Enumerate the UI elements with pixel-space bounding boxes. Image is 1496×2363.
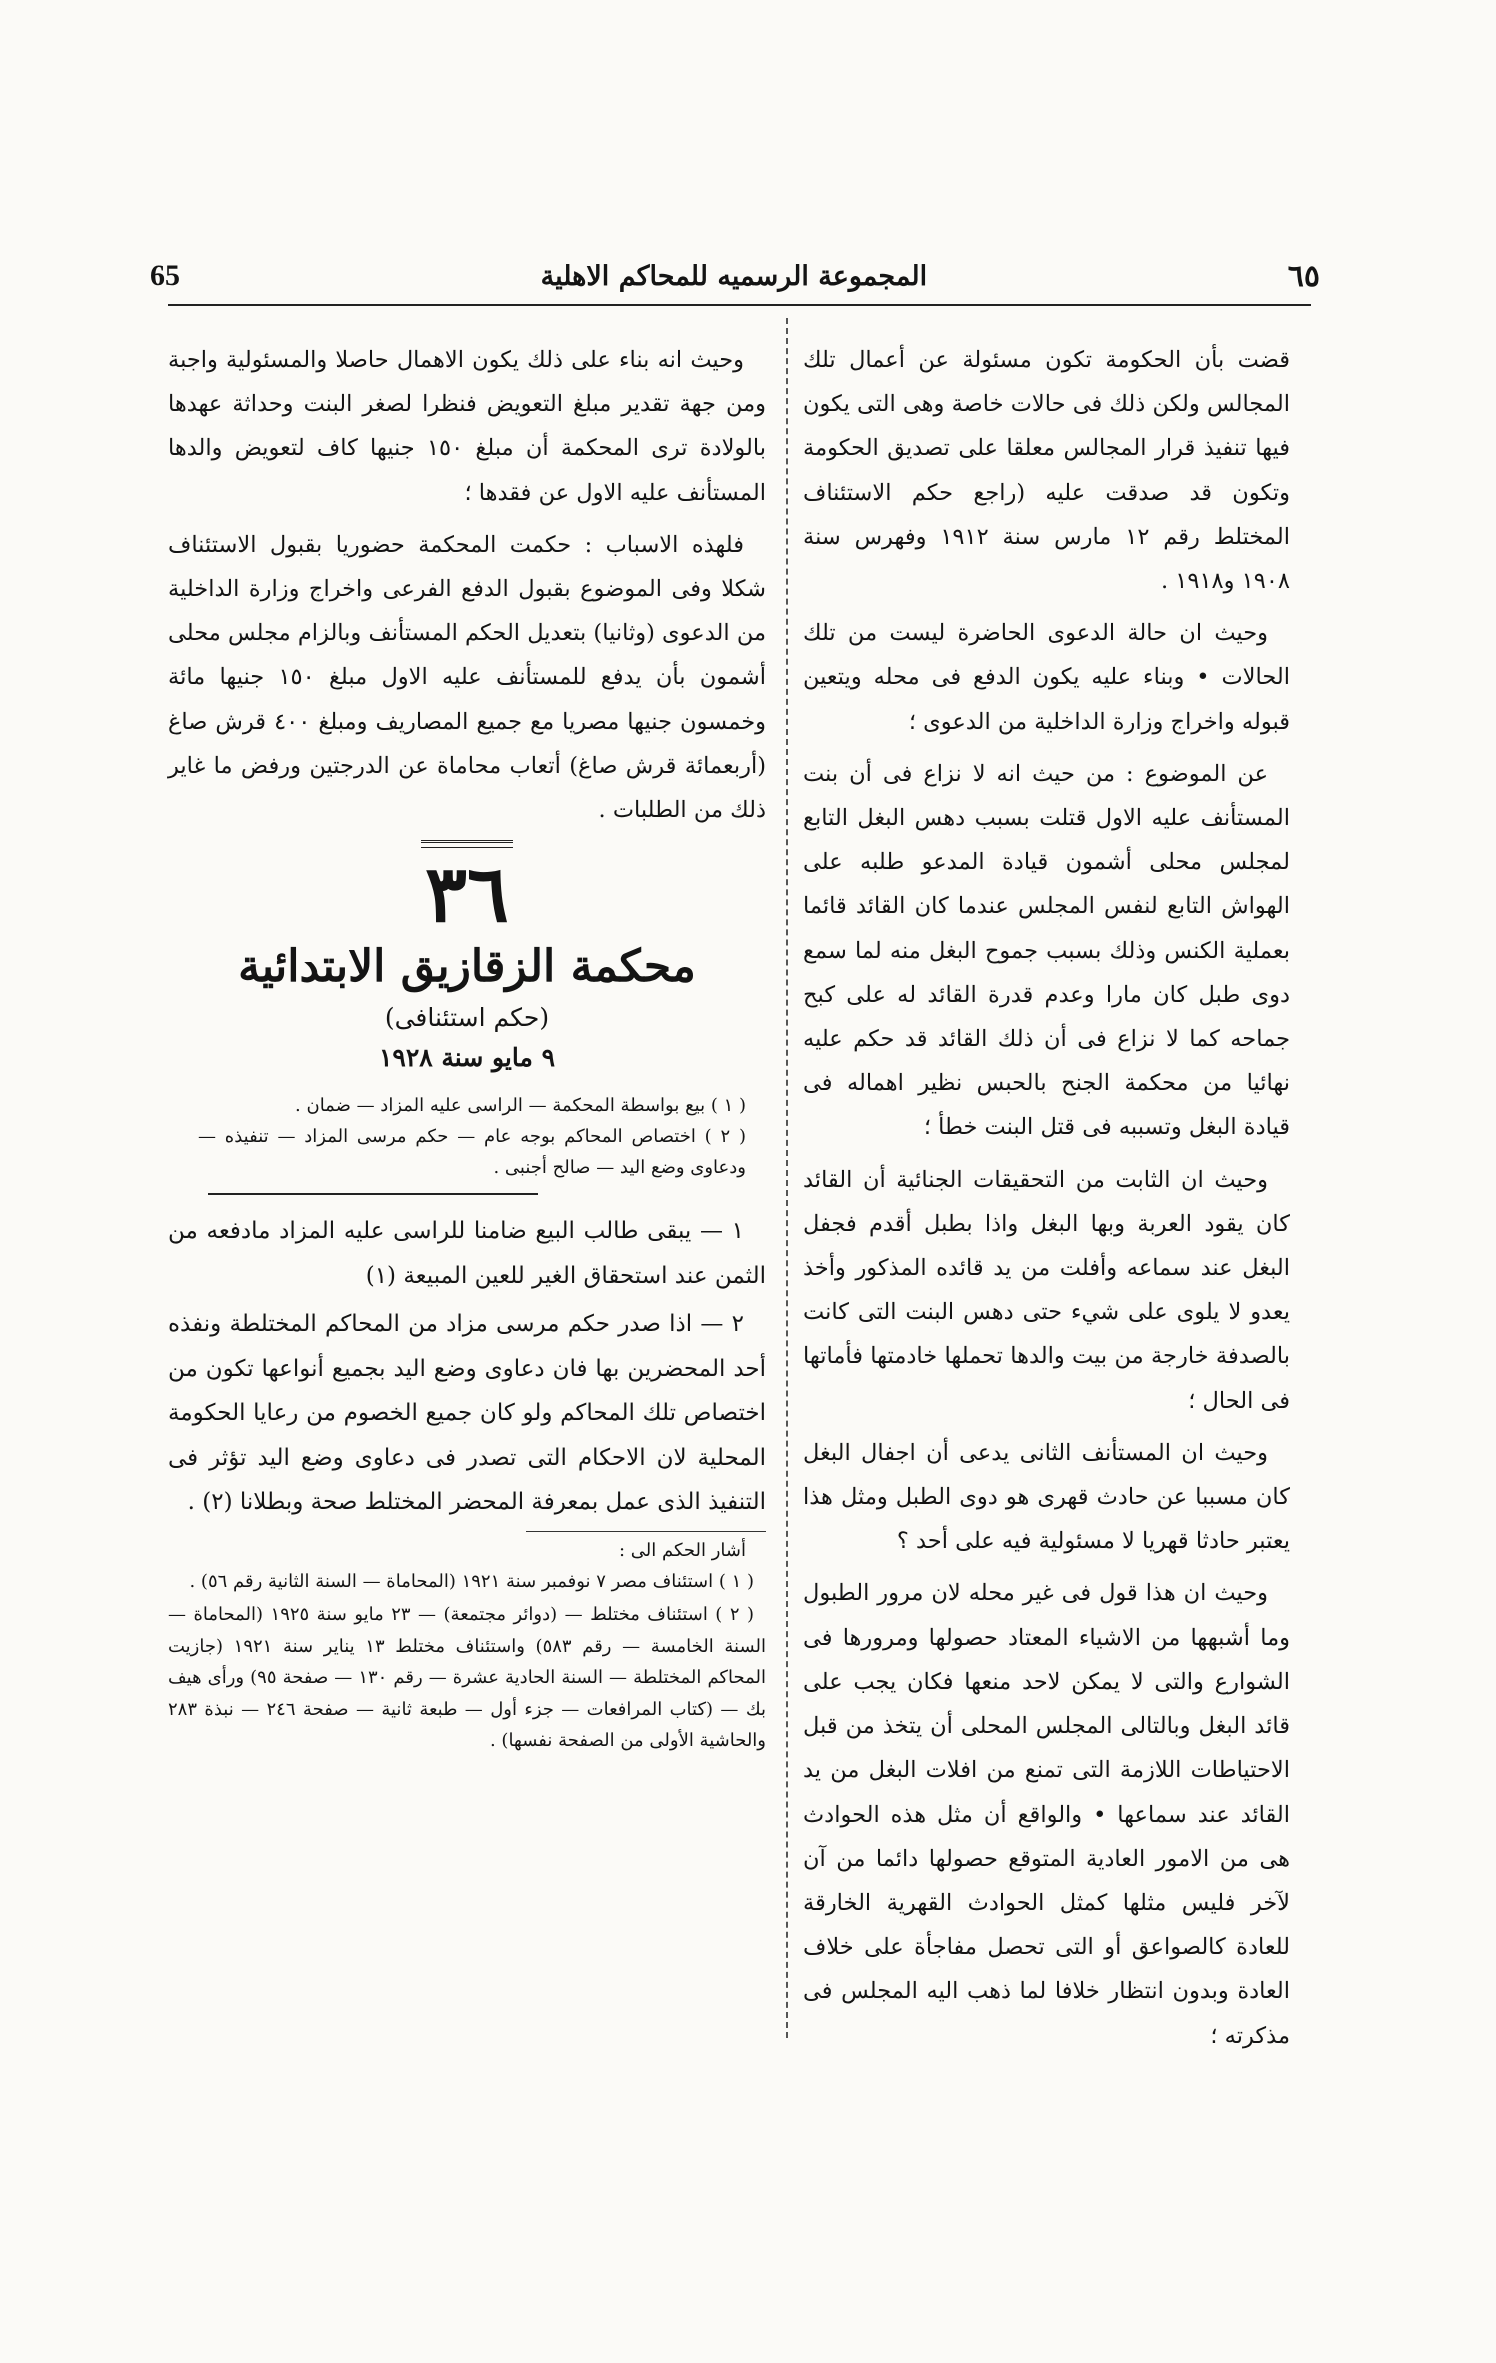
footnote-heading: أشار الحكم الى : [618,1539,746,1561]
footnote: ( ٢ ) استئناف مختلط — (دوائر مجتمعة) — ٢٣ مايو سنة ١٩٢٥ (المحاماة — السنة الخامسة — رقم ٥٨٣) واستئناف مختلط ١٣ يناير سنة ١٩٢١ (جازيت المحاكم المختلطة — السنة الحادية عشرة — رقم ١٣٠ — صفحة ٩٥) ورأى هيف بك — (كتاب المرافعات — جزء أول — طبعة ثانية — صفحة ٢٤٦ — نبذة ٢٨٣ والحاشية الأولى من الصفحة نفسها) . [168,1604,766,1752]
paragraph: وحيث ان الثابت من التحقيقات الجنائية أن القائد كان يقود العربة وبها البغل واذا بطبل أقدم فجفل البغل عند سماعه وأفلت من يد قائده المذكور وأخذ يعدو لا يلوى على شيء حتى دهس البنت التى كانت بالصدفة خارجة من بيت والدها تحملها خادمتها فأماتها فى الحال ؛ [803,1166,1290,1414]
footnote: ( ١ ) استئناف مصر ٧ نوفمبر سنة ١٩٢١ (المحاماة — السنة الثانية رقم ٥٦) . [189,1570,754,1592]
keyword-line: ( ٢ ) اختصاص المحاكم بوجه عام — حكم مرسى المزاد — تنفيذه — ودعاوى وضع اليد — صالح أجنبى . [198,1126,746,1179]
keyword-rule [208,1193,538,1195]
verdict-paragraph: فلهذه الاسباب : حكمت المحكمة حضوريا بقبول الاستئناف شكلا وفى الموضوع بقبول الدفع الفرعى واخراج وزارة الداخلية من الدعوى (وثانيا) بتعديل الحكم المستأنف وبالزام مجلس محلى أشمون بأن يدفع للمستأنف عليه الاول مبلغ ١٥٠ جنيها مائة وخمسون جنيها مصريا مع جميع المصاريف ومبلغ ٤٠٠ قرش صاغ (أربعمائة قرش صاغ) أتعاب محاماة عن الدرجتين ورفض ما غاير ذلك من الطلبات . [168,531,767,824]
paragraph: قضت بأن الحكومة تكون مسئولة عن أعمال تلك المجالس ولكن ذلك فى حالات خاصة وهى التى يكون فيها تنفيذ قرار المجالس معلقا على تصديق الحكومة وتكون قد صدقت عليه (راجع حكم الاستئناف المختلط رقم ١٢ مارس سنة ١٩١٢ وفهرس سنة ١٩٠٨ و١٩١٨ . [803,347,1290,595]
left-column [168,338,766,1759]
principle: ١ — يبقى طالب البيع ضامنا للراسى عليه المزاد مادفعه من الثمن عند استحقاق الغير للعين المبيعة (١) [168,1218,766,1289]
column-divider [786,318,788,2038]
paragraph: وحيث ان هذا قول فى غير محله لان مرور الطبول وما أشبهها من الاشياء المعتاد حصولها ومرورها فى الشوارع والتى لا يمكن لاحد منعها فكان يجب على قائد البغل وبالتالى المجلس المحلى أن يتخذ من قبل الاحتياطات اللازمة التى تمنع من افلات البغل من يد القائد عند سماعها • والواقع أن مثل هذه الحوادث هى من الامور العادية المتوقع حصولها دائما من آن لآخر فليس مثلها كمثل الحوادث القهرية الخارقة للعادة كالصواعق أو التى تحصل مفاجأة على خلاف العادة وبدون انتظار خلافا لما ذهب اليه المجلس فى مذكرته ؛ [803,1580,1290,2049]
ruling-type: (حكم استئنافى) [384,1003,550,1033]
page-number-arabic: ٦٥ [1287,258,1320,294]
case-number: ٣٦ [425,849,509,941]
paragraph: وحيث ان المستأنف الثانى يدعى أن اجفال البغل كان مسببا عن حادث قهرى هو دوى الطبل ومثل هذا يعتبر حادثا قهريا لا مسئولية فيه على أحد ؟ [803,1439,1290,1555]
paragraph: وحيث ان حالة الدعوى الحاضرة ليست من تلك الحالات • وبناء عليه يكون الدفع فى محله ويتعين قبوله واخراج وزارة الداخلية من الدعوى ؛ [803,620,1290,735]
principle: ٢ — اذا صدر حكم مرسى مزاد من المحاكم المختلطة ونفذه أحد المحضرين بها فان دعاوى وضع اليد بجميع أنواعها تكون من اختصاص تلك المحاكم ولو كان جميع الخصوم من رعايا الحكومة المحلية لان الاحكام التى تصدر فى دعاوى وضع اليد تؤثر فى التنفيذ الذى عمل بمعرفة المحضر المختلط صحة وبطلانا (٢) . [168,1311,766,1516]
running-title: المجموعة الرسميه للمحاكم الاهلية [540,260,928,292]
page-number-latin: 65 [150,259,180,292]
paragraph: وحيث انه بناء على ذلك يكون الاهمال حاصلا والمسئولية واجبة ومن جهة تقدير مبلغ التعويض فنظرا لصغر البنت وحداثة عهدها بالولادة ترى المحكمة أن مبلغ ١٥٠ جنيها كاف لتعويض والدها المستأنف عليه الاول عن فقدها ؛ [168,347,766,506]
page-header [150,252,1320,300]
ruling-date: ٩ مايو سنة ١٩٢٨ [378,1043,556,1073]
footnote-rule [526,1531,766,1532]
paragraph: عن الموضوع : من حيث انه لا نزاع فى أن بنت المستأنف عليه الاول قتلت بسبب دهس البغل التابع لمجلس محلى أشمون قيادة المدعو طلبه على الهواش التابع لنفس المجلس عندما كان القائد قائما بعملية الكنس وذلك بسبب جموح البغل منه لما سمع دوى طبل كان مارا وعدم قدرة القائد له على كبح جماحه كما لا نزاع فى أن ذلك القائد قد حكم عليه نهائيا من محكمة الجنح بالحبس نظير اهماله فى قيادة البغل وتسببه فى قتل البنت خطأ ؛ [803,760,1290,1141]
right-column [803,338,1290,2066]
court-name: محكمة الزقازيق الابتدائية [238,941,696,993]
case-separator [421,840,513,848]
header-rule [168,304,1311,306]
keyword-line: ( ١ ) بيع بواسطة المحكمة — الراسى عليه المزاد — ضمان . [295,1095,746,1117]
